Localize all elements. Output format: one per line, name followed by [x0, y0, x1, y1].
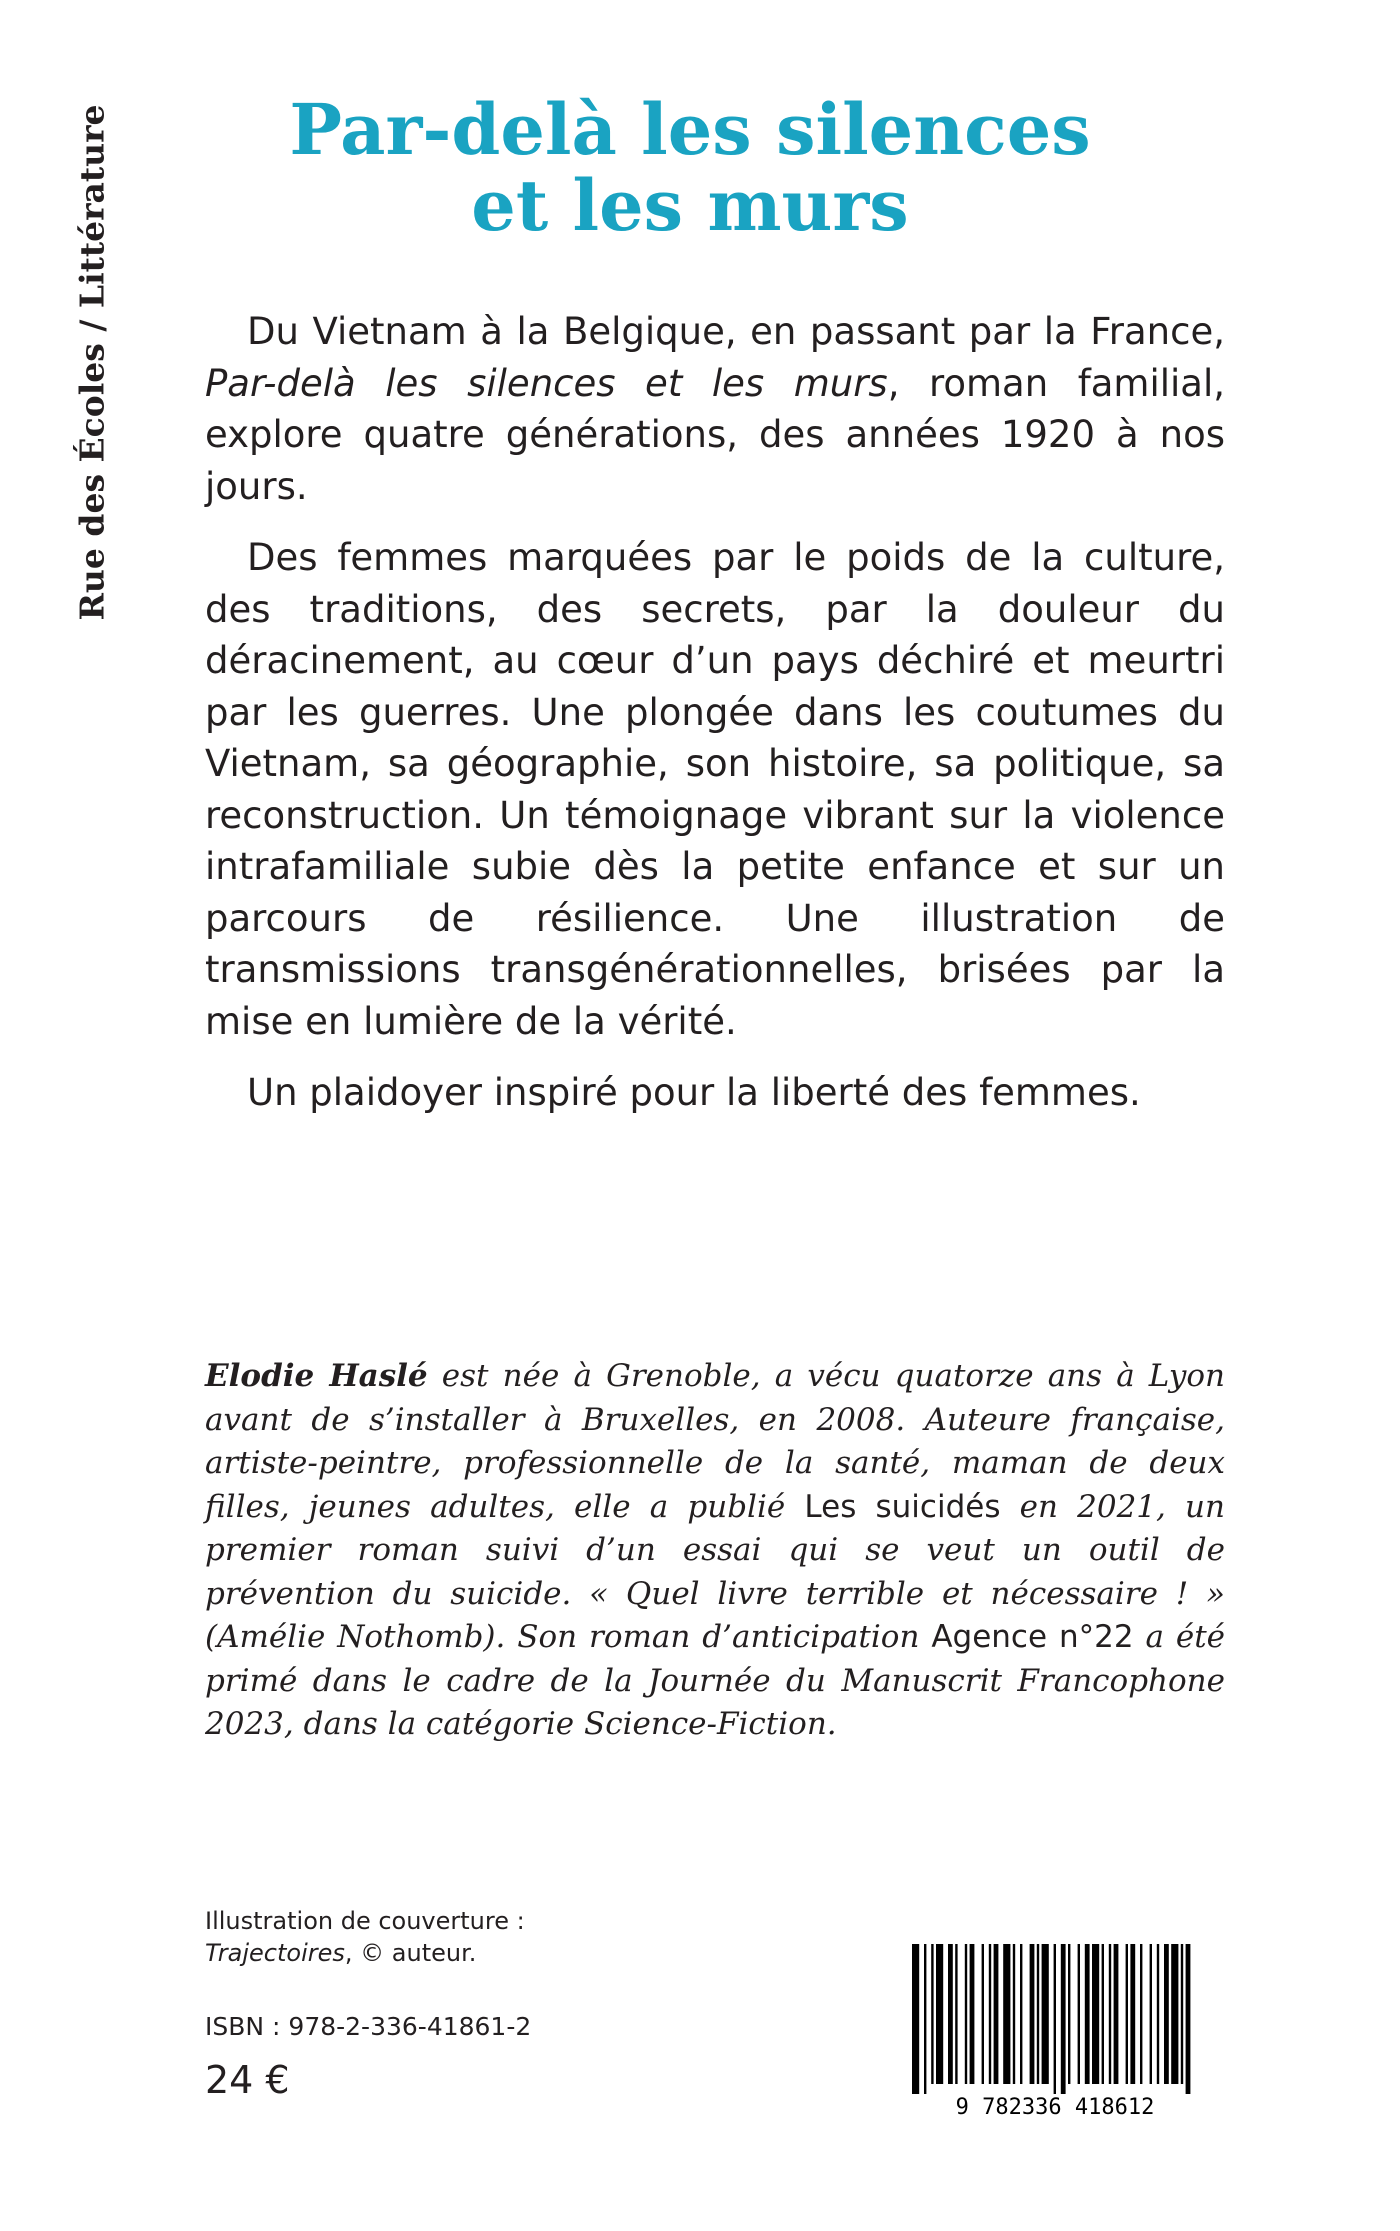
barcode-bar	[1186, 1944, 1191, 2094]
bio-part-1: est née à Grenoble, a vécu quatorze ans à Lyon avant de s’installer à Bruxelles, en 2008. Auteure française, artiste-peintre, professionnelle de la santé, maman de deux filles, jeunes adultes, elle a publié	[205, 1358, 1225, 1525]
barcode-bar	[1140, 1944, 1142, 2084]
barcode-bar	[1164, 1944, 1169, 2084]
barcode-bar	[982, 1944, 984, 2084]
barcode-bar	[989, 1944, 991, 2084]
bio-part-2: en 2021, un premier roman suivi d’un essai qui se veut un outil de prévention du suicide. « Quel livre terrible et nécessaire ! » (Amélie Nothomb). Son roman d’anticipation	[205, 1488, 1225, 1655]
barcode-bar	[1068, 1944, 1070, 2084]
barcode-bar	[912, 1944, 919, 2094]
barcode-bar	[1102, 1944, 1104, 2084]
barcode-bar	[1061, 1944, 1066, 2094]
author-name: Elodie Haslé	[205, 1358, 428, 1394]
barcode-bar	[955, 1944, 957, 2084]
bio-book-1: Les suicidés	[804, 1488, 1001, 1525]
blurb-p1-title: Par-delà les silences et les murs	[205, 361, 888, 405]
barcode-bar	[1130, 1944, 1135, 2084]
bio-part-3: a été primé dans le cadre de la Journée du Manuscrit Francophone 2023, dans la catégorie Science-Fiction.	[205, 1619, 1226, 1742]
barcode-bar	[1157, 1944, 1159, 2084]
barcode-bar	[1171, 1944, 1178, 2084]
credits-line-1: Illustration de couverture :	[205, 1907, 525, 1935]
price: 24 €	[205, 2058, 290, 2102]
barcode-bar	[994, 1944, 999, 2084]
spine-label	[62, 102, 122, 622]
blurb-paragraph-1	[205, 306, 1225, 512]
cover-credits	[205, 1905, 685, 1969]
barcode-bar	[1030, 1944, 1035, 2084]
barcode-bar	[1003, 1944, 1010, 2084]
barcode-bar	[1054, 1944, 1056, 2094]
blurb-paragraph-3: Un plaidoyer inspiré pour la liberté des femmes.	[247, 1071, 1141, 1114]
barcode-bar	[1109, 1944, 1111, 2084]
barcode-bar	[931, 1944, 933, 2084]
barcode-bar	[1092, 1944, 1099, 2084]
barcode-bar	[1037, 1944, 1039, 2084]
barcode-bar	[1020, 1944, 1022, 2084]
barcode-bar	[1085, 1944, 1090, 2084]
credits-work: Trajectoires	[205, 1939, 345, 1967]
isbn: ISBN : 978-2-336-41861-2	[205, 2012, 532, 2041]
spine-text: Rue des Écoles / Littérature	[72, 103, 112, 621]
barcode	[890, 1940, 1220, 2120]
barcode-bar	[1114, 1944, 1119, 2084]
barcode-bar	[970, 1944, 975, 2084]
title-line-1: Par-delà les silences	[289, 88, 1091, 171]
barcode-bar	[924, 1944, 926, 2094]
author-bio	[205, 1355, 1225, 1747]
credits-rest: , © auteur.	[344, 1939, 477, 1967]
title-line-2: et les murs	[471, 164, 909, 247]
book-title	[180, 88, 1200, 247]
barcode-bar	[1013, 1944, 1015, 2084]
barcode-bar	[1126, 1944, 1128, 2084]
barcode-bar	[1181, 1944, 1183, 2084]
barcode-bar	[948, 1944, 953, 2084]
blurb-p1-end: , roman familial, explore quatre générations, des années 1920 à nos jours.	[205, 361, 1225, 508]
barcode-bar	[1078, 1944, 1080, 2084]
blurb	[205, 306, 1225, 1139]
blurb-paragraph-2: Des femmes marquées par le poids de la culture, des traditions, des secrets, par la douleur du déracinement, au cœur d’un pays déchiré et meurtri par les guerres. Une plongée dans les coutumes du Vietnam, sa géographie, son histoire, sa politique, sa reconstruction. Un témoignage vibrant sur la violence intrafamiliale subie dès la petite enfance et sur un parcours de résilience. Une illustration de transmissions transgénérationnelles, brisées par la mise en lumière de la vérité.	[205, 536, 1225, 1043]
bio-book-2: Agence n°22	[931, 1619, 1134, 1655]
barcode-digits: 9 782336 418612	[955, 2095, 1155, 2120]
barcode-bar	[1042, 1944, 1049, 2084]
blurb-p1-start: Du Vietnam à la Belgique, en passant par la France,	[247, 310, 1225, 353]
barcode-bar	[965, 1944, 967, 2084]
credits-line-2	[205, 1937, 685, 1969]
barcode-bar	[1150, 1944, 1152, 2084]
barcode-bar	[936, 1944, 943, 2084]
